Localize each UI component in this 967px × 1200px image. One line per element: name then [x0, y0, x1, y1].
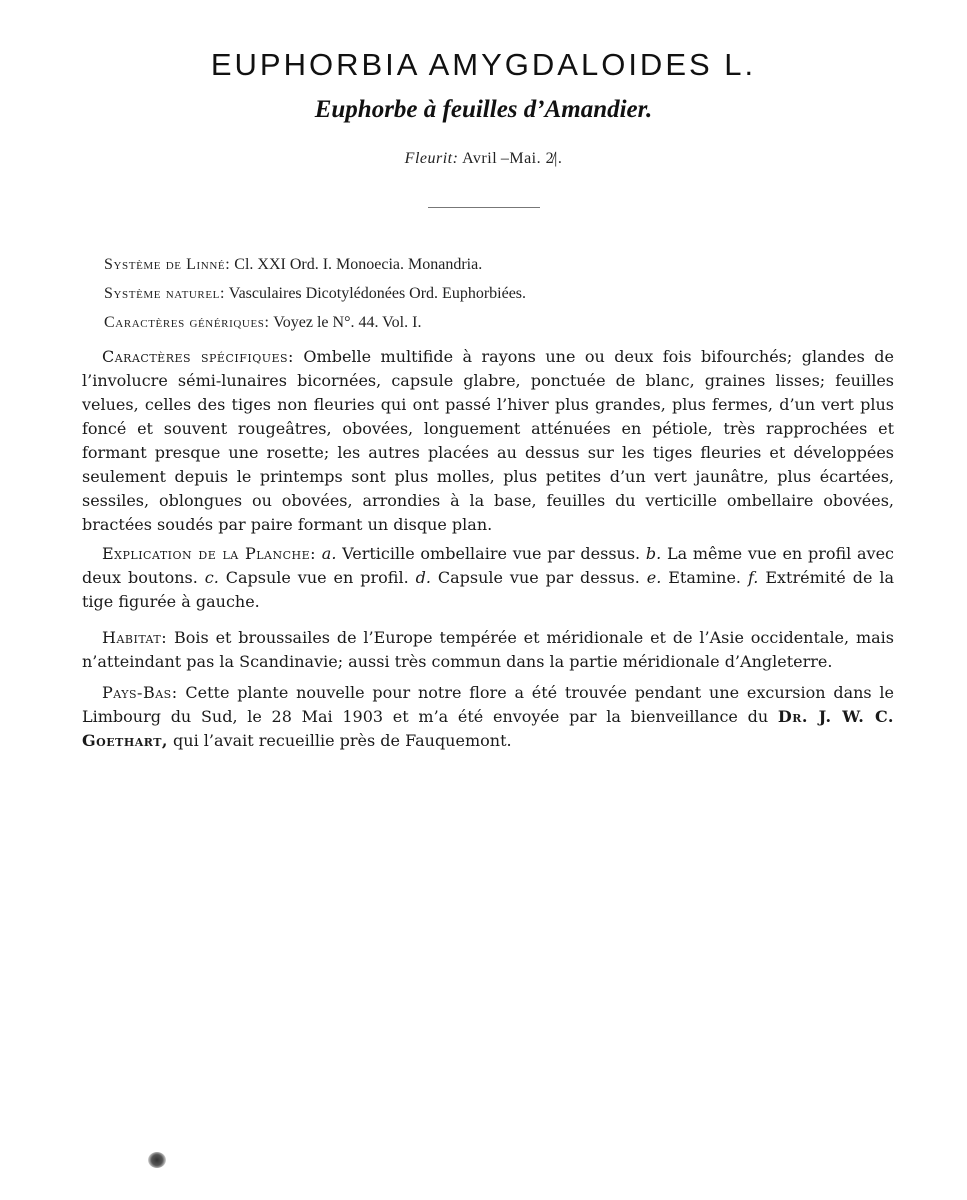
explication-label: Explication de la Planche: — [102, 544, 317, 563]
flowering-label: Fleurit: — [404, 150, 459, 167]
flowering-value: Avril –Mai. 2̸|. — [462, 150, 563, 167]
systeme-linne-value: Cl. XXI Ord. I. Monoecia. Monandria. — [234, 256, 483, 273]
habitat-paragraph — [82, 626, 894, 674]
systeme-linne-label: Système de Linné: — [104, 256, 231, 273]
explication-text-a: Verticille ombellaire vue par dessus. — [342, 544, 641, 563]
pays-bas-text-after: qui l’avait recueillie près de Fauquemont. — [173, 731, 512, 750]
habitat-label: Habitat: — [102, 628, 168, 647]
explication-letter-a: a. — [321, 544, 337, 563]
habitat-text: Bois et broussailes de l’Europe tempérée et méridionale et de l’Asie occidentale, mais n’atteindant pas la Scandinavie; aussi très commun dans la partie méridionale d’Angleterre. — [82, 628, 894, 671]
pays-bas-text-before: Cette plante nouvelle pour notre flore a été trouvée pendant une excursion dans le Limbourg du Sud, le 28 Mai 1903 et m’a été envoyée par la bienveillance du — [82, 683, 894, 726]
explication-text-f: Extrémité de la tige figurée à gauche. — [82, 568, 894, 611]
explication-letter-f: f. — [747, 568, 759, 587]
pays-bas-paragraph — [82, 681, 894, 753]
systeme-naturel-label: Système naturel: — [104, 285, 226, 302]
explication-letter-b: b. — [645, 544, 662, 563]
explication-letter-d: d. — [415, 568, 431, 587]
caracteres-specifiques-text: Ombelle multifide à rayons une ou deux fois bifourchés; glandes de l’involucre sémi-lunaires bicornées, capsule glabre, ponctuée de blanc, graines lisses; feuilles velues, celles des tiges non fleuries qui ont passé l’hiver plus grandes, plus fermes, d’un vert plus foncé et souvent rougeâtres, obovées, longuement atténuées en pétiole, très rapprochées et formant presque une rosette; les autres placées au dessus sur les tiges fleuries et développées seulement depuis le printemps sont plus molles, plus petites d’un vert jaunâtre, plus écartées, sessiles, oblongues ou obovées, arrondies à la base, feuilles du verticille ombellaire obovées, bractées soudés par paire formant un disque plan. — [82, 347, 894, 534]
caracteres-specifiques-paragraph — [82, 345, 894, 537]
page-title: EUPHORBIA AMYGDALOIDES L. — [210, 47, 757, 82]
explication-text-e: Etamine. — [668, 568, 742, 587]
systeme-naturel-line — [104, 285, 526, 303]
caracteres-generiques-line — [104, 314, 421, 332]
caracteres-generiques-label: Caractères génériques: — [104, 314, 270, 331]
flowering-period — [0, 150, 967, 168]
page-subtitle: Euphorbe à feuilles d’Amandier. — [314, 96, 653, 123]
explication-text-b: La même vue en profil avec deux boutons. — [82, 544, 895, 587]
ink-smudge — [148, 1152, 166, 1168]
systeme-naturel-value: Vasculaires Dicotylédonées Ord. Euphorbiées. — [228, 285, 527, 302]
pays-bas-person: Dr. J. W. C. Goethart, — [82, 707, 894, 750]
explication-letter-c: c. — [204, 568, 219, 587]
pays-bas-label: Pays-Bas: — [102, 683, 178, 702]
systeme-linne-line — [104, 256, 482, 274]
explication-text-d: Capsule vue par dessus. — [437, 568, 640, 587]
explication-letter-e: e. — [646, 568, 662, 587]
caracteres-generiques-value: Voyez le N°. 44. Vol. I. — [273, 314, 422, 331]
caracteres-specifiques-label: Caractères spécifiques: — [102, 347, 294, 366]
explication-text-c: Capsule vue en profil. — [225, 568, 409, 587]
explication-paragraph — [82, 542, 894, 614]
divider-rule — [428, 207, 540, 208]
